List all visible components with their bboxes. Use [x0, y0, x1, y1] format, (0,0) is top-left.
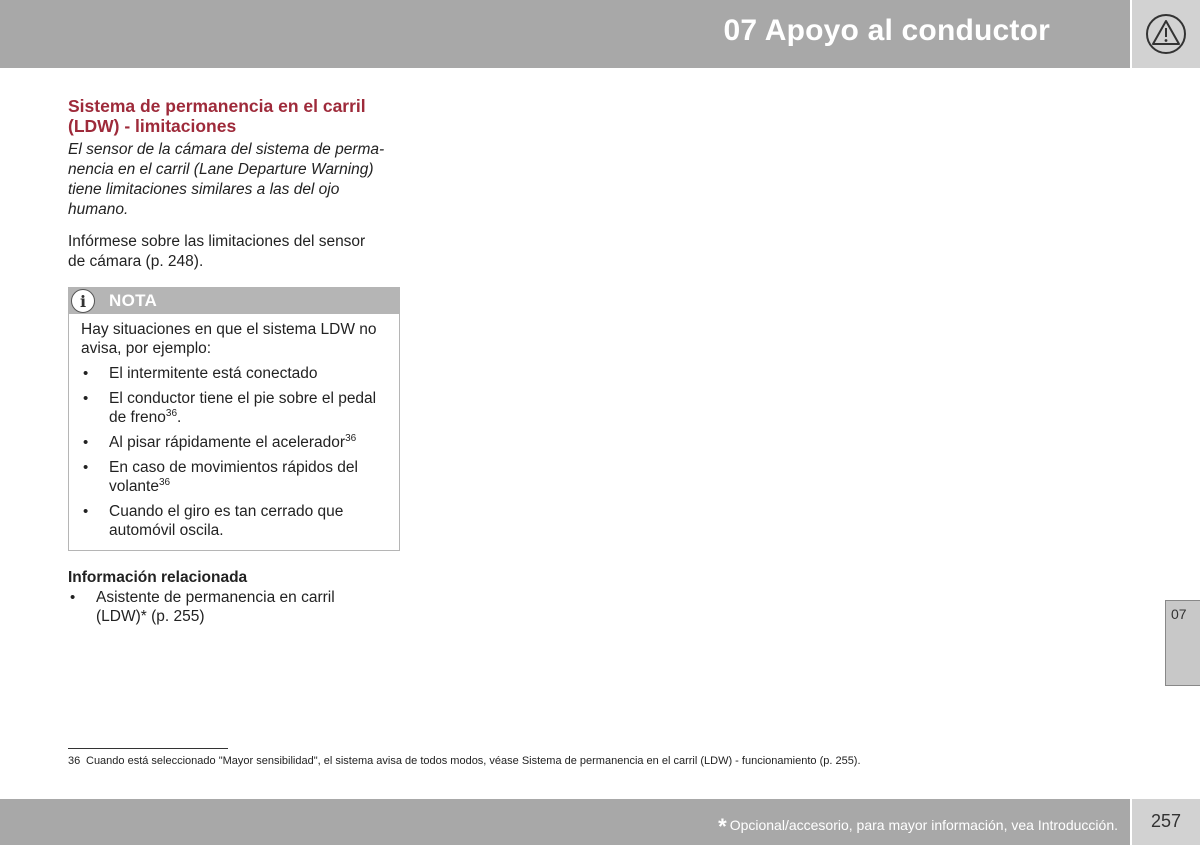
intro-line: nencia en el carril (Lane Departure Warning): [68, 161, 374, 178]
related-title: Información relacionada: [68, 569, 248, 586]
page-number-box: [1132, 799, 1200, 845]
intro-line: El sensor de la cámara del sistema de perma-: [68, 141, 385, 158]
footnote-number: 36: [68, 755, 81, 767]
footnote-ref[interactable]: 36: [158, 477, 171, 488]
page-header: [0, 0, 1130, 68]
section-title: [68, 96, 400, 136]
footer-note: * Opcional/accesorio, para mayor información, vea Introducción.: [718, 814, 1118, 839]
para-line[interactable]: de cámara (p. 248).: [68, 253, 204, 270]
list-item: • El intermitente está conectado: [83, 365, 318, 382]
related-link[interactable]: • Asistente de permanencia en carril (LDW)* (p. 255): [70, 589, 335, 625]
footnote-divider: [68, 748, 228, 749]
intro-text: [68, 140, 400, 220]
chapter-icon-box: [1132, 0, 1200, 68]
section-title-line1: Sistema de permanencia en el carril: [68, 96, 366, 116]
warning-triangle-icon: [1145, 13, 1187, 55]
body-paragraph: [68, 232, 400, 272]
note-label: NOTA: [109, 291, 158, 310]
note-intro: Hay situaciones en que el sistema LDW no avisa, por ejemplo:: [81, 321, 377, 357]
footnote-ref[interactable]: 36: [345, 433, 357, 444]
note-body: [69, 314, 399, 540]
note-list: [81, 364, 387, 540]
note-header: [69, 288, 399, 314]
chapter-side-tab[interactable]: [1165, 600, 1200, 686]
bullet: •: [70, 589, 76, 606]
section-title-line2: (LDW) - limitaciones: [68, 116, 237, 136]
bullet: •: [83, 365, 89, 382]
list-item: • En caso de movimientos rápidos del volante$^{36}$: [83, 459, 358, 495]
list-item: • El conductor tiene el pie sobre el pedal de freno$^{36}$.: [83, 390, 377, 426]
intro-line: humano.: [68, 201, 129, 218]
bullet: •: [83, 459, 89, 476]
asterisk: *: [718, 814, 727, 839]
page-footer: [0, 799, 1130, 845]
note-box: [68, 287, 400, 551]
chapter-title: 07 Apoyo al conductor: [723, 14, 1050, 47]
related-list: [68, 588, 400, 626]
related-info: [68, 568, 400, 626]
info-icon: i: [71, 289, 95, 313]
page-number: 257: [1150, 811, 1182, 831]
bullet: •: [83, 503, 89, 520]
list-item: • Cuando el giro es tan cerrado que automóvil oscila.: [83, 503, 344, 539]
main-column: [68, 96, 400, 272]
footnote: [68, 755, 861, 767]
footnote-text: Cuando está seleccionado "Mayor sensibilidad", el sistema avisa de todos modos, véase Sistema de permanencia en el carril (LDW) - funcionamiento (p. 255).: [86, 755, 861, 767]
intro-line: tiene limitaciones similares a las del ojo: [68, 181, 340, 198]
side-tab-label: 07: [1171, 606, 1187, 622]
para-line: Infórmese sobre las limitaciones del sensor: [68, 233, 366, 250]
list-item: • Al pisar rápidamente el acelerador$^{36}$: [83, 433, 357, 451]
bullet: •: [83, 434, 89, 451]
footnote-ref[interactable]: 36: [165, 408, 178, 419]
bullet: •: [83, 390, 89, 407]
